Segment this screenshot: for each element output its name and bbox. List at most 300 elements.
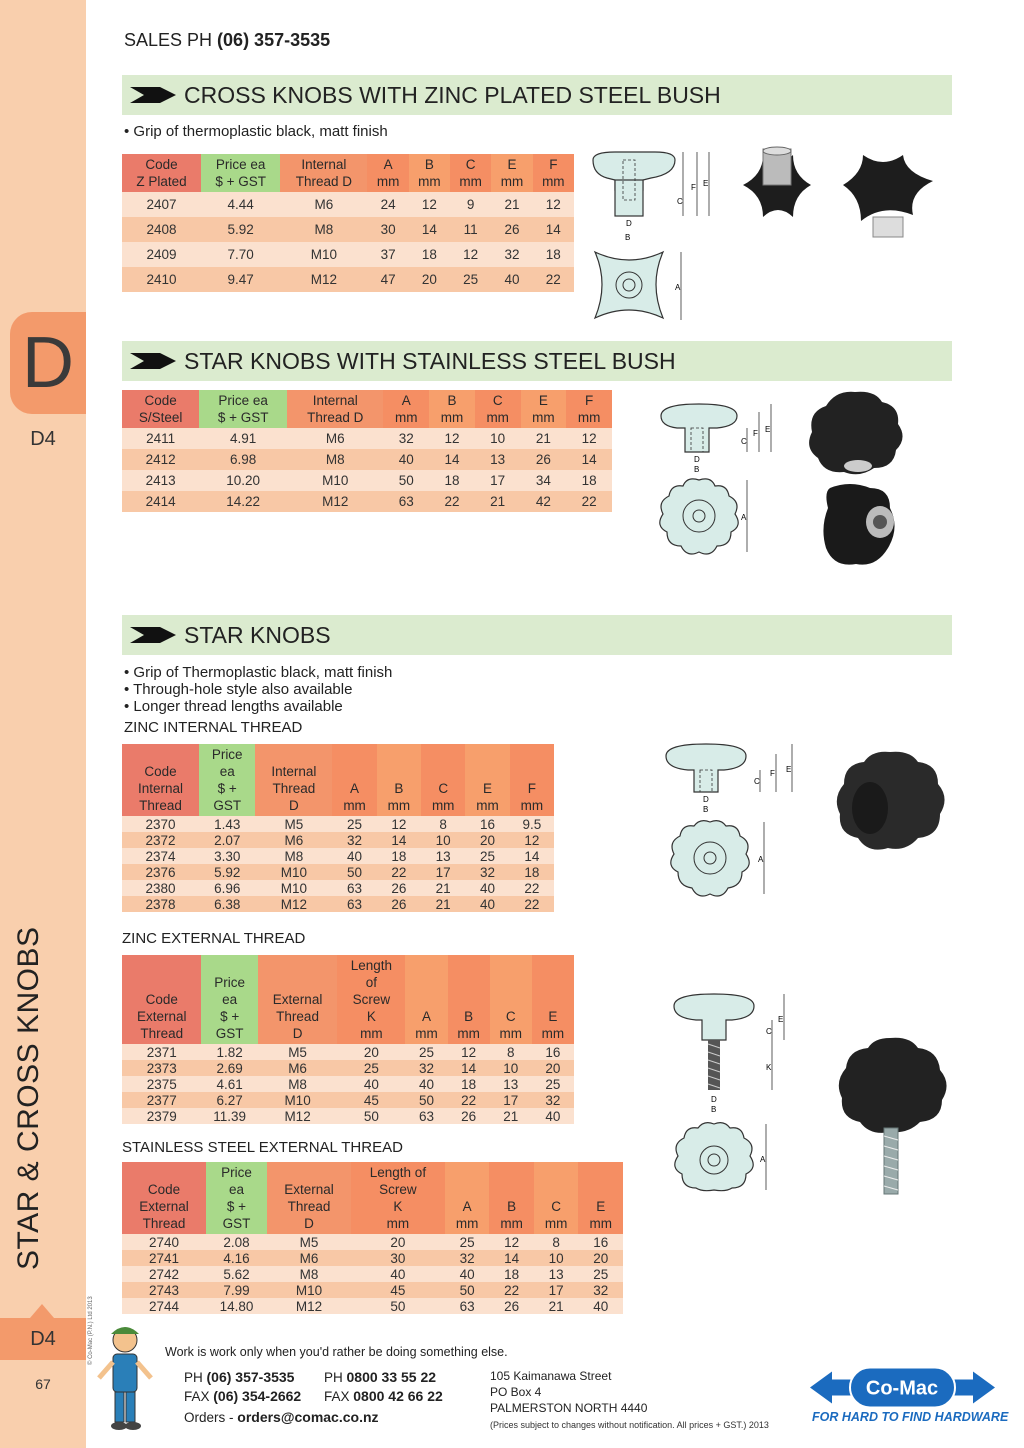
- dim-a: A: [675, 283, 681, 292]
- footer-phone-local: [184, 1368, 301, 1406]
- table-cell: 63: [405, 1108, 447, 1124]
- dim-a: A: [758, 855, 764, 864]
- table-cell: 22: [377, 864, 421, 880]
- sales-phone-line: [124, 30, 330, 51]
- table-cell: 45: [337, 1092, 405, 1108]
- table-cell: 50: [351, 1298, 445, 1314]
- column-header: F mm: [533, 154, 574, 192]
- zinc-external-table: [122, 955, 574, 1124]
- table-cell: 2740: [122, 1234, 206, 1250]
- sidebar-vertical-title: STAR & CROSS KNOBS: [12, 926, 45, 1270]
- table-cell: 16: [532, 1044, 574, 1060]
- table-cell: 22: [429, 491, 475, 512]
- table-cell: 12: [533, 192, 574, 217]
- star-internal-photo: [830, 748, 960, 858]
- table-cell: 50: [332, 864, 376, 880]
- table-cell: 14.22: [199, 491, 287, 512]
- footer-orders: [184, 1408, 379, 1427]
- table-cell: 20: [337, 1044, 405, 1060]
- table-cell: M5: [267, 1234, 351, 1250]
- column-header: Price ea $ + GST: [199, 390, 287, 428]
- table-cell: 5.62: [206, 1266, 267, 1282]
- table-cell: 25: [532, 1076, 574, 1092]
- table-cell: 30: [367, 217, 408, 242]
- section-bar-cross-knobs: [122, 75, 952, 115]
- column-header: F mm: [566, 390, 612, 428]
- address-line: 105 Kaimanawa Street: [490, 1369, 612, 1383]
- column-header: A mm: [367, 154, 408, 192]
- table-row: [122, 1076, 574, 1092]
- table-cell: M8: [280, 217, 367, 242]
- column-header: Code S/Steel: [122, 390, 199, 428]
- table-cell: 2.07: [199, 832, 255, 848]
- table-row: [122, 217, 574, 242]
- column-header: A mm: [383, 390, 429, 428]
- table-cell: 25: [332, 816, 376, 832]
- table-row: [122, 1108, 574, 1124]
- table-cell: 14: [448, 1060, 490, 1076]
- section-title: STAR KNOBS: [184, 621, 331, 648]
- table-cell: M10: [267, 1282, 351, 1298]
- footer-phone-freephone: [324, 1368, 443, 1406]
- table-cell: 34: [521, 470, 567, 491]
- table-cell: 25: [578, 1266, 623, 1282]
- sales-phone: (06) 357-3535: [217, 30, 331, 50]
- subhead-ss-external: STAINLESS STEEL EXTERNAL THREAD: [122, 1139, 403, 1156]
- section-bar-star-ss: [122, 341, 952, 381]
- table-cell: 12: [566, 428, 612, 449]
- column-header: B mm: [429, 390, 475, 428]
- star-ss-photo: [800, 388, 910, 578]
- table-cell: 6.96: [199, 880, 255, 896]
- copyright-notice: © Co-Mac (P.N.) Ltd 2013: [88, 1296, 94, 1365]
- footer-address: [490, 1368, 647, 1416]
- table-cell: 9: [450, 192, 491, 217]
- table-cell: 18: [377, 848, 421, 864]
- table-cell: 32: [332, 832, 376, 848]
- address-line: PO Box 4: [490, 1385, 542, 1399]
- table-cell: 50: [445, 1282, 490, 1298]
- subhead-zinc-internal: ZINC INTERNAL THREAD: [124, 719, 303, 736]
- column-header: Code Z Plated: [122, 154, 201, 192]
- table-cell: 8: [421, 816, 465, 832]
- table-cell: 14: [377, 832, 421, 848]
- table-cell: 12: [489, 1234, 534, 1250]
- column-header: E mm: [465, 744, 509, 816]
- table-cell: 47: [367, 267, 408, 292]
- section-bar-star-knobs: [122, 615, 952, 655]
- table-cell: M12: [258, 1108, 337, 1124]
- table-row: [122, 832, 554, 848]
- table-cell: 40: [532, 1108, 574, 1124]
- address-line: PALMERSTON NORTH 4440: [490, 1401, 648, 1415]
- footer-quote: Work is work only when you'd rather be doing something else.: [165, 1345, 508, 1359]
- dim-c: C: [754, 777, 760, 786]
- arrow-icon: [130, 351, 176, 371]
- table-cell: 5.92: [201, 217, 280, 242]
- fax-label: FAX: [184, 1389, 214, 1404]
- ph-number: (06) 357-3535: [206, 1369, 295, 1385]
- fax-number: (06) 354-2662: [213, 1388, 302, 1404]
- table-cell: 32: [383, 428, 429, 449]
- table-cell: 13: [475, 449, 521, 470]
- table-cell: 10.20: [199, 470, 287, 491]
- table-cell: 14: [489, 1250, 534, 1266]
- table-cell: 18: [409, 242, 450, 267]
- column-header: C mm: [490, 955, 532, 1044]
- table-cell: 8: [534, 1234, 579, 1250]
- table-cell: 17: [475, 470, 521, 491]
- table-cell: 12: [510, 832, 554, 848]
- table-cell: 10: [490, 1060, 532, 1076]
- table-cell: 2742: [122, 1266, 206, 1282]
- table-cell: 25: [337, 1060, 405, 1076]
- table-cell: M8: [267, 1266, 351, 1282]
- table-cell: 9.47: [201, 267, 280, 292]
- table-cell: 4.44: [201, 192, 280, 217]
- table-cell: 18: [566, 470, 612, 491]
- ph2-label: PH: [324, 1370, 347, 1385]
- table-row: [122, 1044, 574, 1060]
- table-cell: 13: [490, 1076, 532, 1092]
- table-row: [122, 1234, 623, 1250]
- column-header: Price ea $ + GST: [201, 955, 257, 1044]
- dim-d: D: [703, 795, 709, 804]
- dim-f: F: [753, 429, 758, 438]
- table-row: [122, 864, 554, 880]
- table-cell: 63: [383, 491, 429, 512]
- dim-f: F: [691, 183, 696, 192]
- page-code-top: D4: [30, 428, 56, 450]
- column-header: Code Internal Thread: [122, 744, 199, 816]
- column-header: Internal Thread D: [287, 390, 383, 428]
- dim-a: A: [741, 513, 747, 522]
- table-cell: M12: [267, 1298, 351, 1314]
- table-cell: 14.80: [206, 1298, 267, 1314]
- table-cell: 14: [533, 217, 574, 242]
- dim-b: B: [703, 805, 709, 814]
- star-internal-diagram: [660, 742, 800, 912]
- star-external-photo: [832, 1036, 962, 1201]
- table-cell: 20: [409, 267, 450, 292]
- table-cell: 2412: [122, 449, 199, 470]
- sales-label: SALES PH: [124, 30, 218, 50]
- zinc-internal-table: [122, 744, 554, 912]
- table-cell: 26: [448, 1108, 490, 1124]
- dim-a: A: [760, 1155, 766, 1164]
- table-cell: 2.08: [206, 1234, 267, 1250]
- table-cell: 1.43: [199, 816, 255, 832]
- dim-c: C: [766, 1027, 772, 1036]
- dim-e: E: [765, 425, 771, 434]
- table-cell: 8: [490, 1044, 532, 1060]
- table-row: [122, 1060, 574, 1076]
- table-cell: 2743: [122, 1282, 206, 1298]
- table-cell: 13: [421, 848, 465, 864]
- dim-e: E: [778, 1015, 784, 1024]
- table-cell: 63: [332, 880, 376, 896]
- table-cell: 2373: [122, 1060, 201, 1076]
- table-cell: 2411: [122, 428, 199, 449]
- column-header: C mm: [421, 744, 465, 816]
- section-letter-tab: [10, 312, 86, 414]
- table-cell: 2407: [122, 192, 201, 217]
- table-cell: 17: [534, 1282, 579, 1298]
- table-cell: 63: [332, 896, 376, 912]
- fax2-label: FAX: [324, 1389, 354, 1404]
- table-cell: 50: [383, 470, 429, 491]
- dim-d: D: [711, 1095, 717, 1104]
- bullet-list: [124, 664, 392, 715]
- section-letter: D: [22, 323, 74, 403]
- column-header: A mm: [405, 955, 447, 1044]
- column-header: B mm: [448, 955, 490, 1044]
- table-cell: 14: [409, 217, 450, 242]
- cross-knob-diagram: [585, 150, 720, 330]
- table-cell: 63: [445, 1298, 490, 1314]
- logo-text: Co-Mac: [865, 1377, 939, 1400]
- table-cell: 2414: [122, 491, 199, 512]
- column-header: E mm: [532, 955, 574, 1044]
- dim-f: F: [770, 769, 775, 778]
- dim-d: D: [626, 219, 632, 228]
- column-header: C mm: [450, 154, 491, 192]
- table-cell: 20: [351, 1234, 445, 1250]
- table-cell: 12: [377, 816, 421, 832]
- table-cell: 9.5: [510, 816, 554, 832]
- table-row: [122, 880, 554, 896]
- table-cell: 21: [521, 428, 567, 449]
- table-cell: 22: [448, 1092, 490, 1108]
- table-cell: 14: [510, 848, 554, 864]
- table-row: [122, 1250, 623, 1266]
- table-cell: M6: [287, 428, 383, 449]
- table-cell: 2741: [122, 1250, 206, 1266]
- table-cell: 26: [377, 880, 421, 896]
- column-header: B mm: [377, 744, 421, 816]
- table-cell: 50: [337, 1108, 405, 1124]
- table-cell: 26: [491, 217, 532, 242]
- table-cell: 2377: [122, 1092, 201, 1108]
- column-header: F mm: [510, 744, 554, 816]
- table-row: [122, 470, 612, 491]
- column-header: Code External Thread: [122, 955, 201, 1044]
- table-cell: 22: [510, 896, 554, 912]
- dim-b: B: [625, 233, 631, 242]
- table-cell: M8: [287, 449, 383, 470]
- star-ss-table: [122, 390, 612, 512]
- table-cell: 42: [521, 491, 567, 512]
- footer-disclaimer: (Prices subject to changes without notification. All prices + GST.) 2013: [490, 1420, 769, 1430]
- column-header: B mm: [489, 1162, 534, 1234]
- orders-email[interactable]: orders@comac.co.nz: [237, 1409, 379, 1425]
- table-cell: 20: [465, 832, 509, 848]
- table-cell: 12: [448, 1044, 490, 1060]
- column-header: E mm: [491, 154, 532, 192]
- table-row: [122, 267, 574, 292]
- table-cell: 3.30: [199, 848, 255, 864]
- table-cell: 6.38: [199, 896, 255, 912]
- table-row: [122, 1298, 623, 1314]
- dim-e: E: [786, 765, 792, 774]
- table-row: [122, 192, 574, 217]
- table-cell: 2410: [122, 267, 201, 292]
- table-cell: 10: [534, 1250, 579, 1266]
- arrow-icon: [130, 85, 176, 105]
- mascot-illustration: [95, 1322, 157, 1432]
- fax2-number: 0800 42 66 22: [353, 1388, 443, 1404]
- table-cell: 50: [405, 1092, 447, 1108]
- table-cell: M12: [280, 267, 367, 292]
- table-cell: M10: [255, 864, 332, 880]
- table-cell: 12: [450, 242, 491, 267]
- table-cell: 11: [450, 217, 491, 242]
- table-cell: 21: [475, 491, 521, 512]
- table-cell: 2408: [122, 217, 201, 242]
- bullet-text: • Grip of thermoplastic black, matt finish: [124, 123, 388, 140]
- table-cell: 1.82: [201, 1044, 257, 1060]
- column-header: B mm: [409, 154, 450, 192]
- table-cell: 2379: [122, 1108, 201, 1124]
- table-cell: 2375: [122, 1076, 201, 1092]
- table-cell: M5: [258, 1044, 337, 1060]
- column-header: C mm: [475, 390, 521, 428]
- table-row: [122, 1092, 574, 1108]
- table-cell: M8: [255, 848, 332, 864]
- table-cell: 32: [491, 242, 532, 267]
- table-cell: 16: [465, 816, 509, 832]
- table-cell: M12: [287, 491, 383, 512]
- table-cell: 12: [409, 192, 450, 217]
- table-cell: 32: [445, 1250, 490, 1266]
- table-cell: 12: [429, 428, 475, 449]
- table-cell: 25: [445, 1234, 490, 1250]
- table-cell: 21: [490, 1108, 532, 1124]
- dim-e: E: [703, 179, 709, 188]
- table-cell: 40: [465, 896, 509, 912]
- dim-d: D: [694, 455, 700, 464]
- table-cell: 26: [521, 449, 567, 470]
- table-cell: 10: [421, 832, 465, 848]
- table-row: [122, 1266, 623, 1282]
- page-code-bottom: D4: [30, 1328, 56, 1350]
- table-cell: 20: [578, 1250, 623, 1266]
- table-cell: 30: [351, 1250, 445, 1266]
- table-cell: 4.61: [201, 1076, 257, 1092]
- star-ss-diagram: [655, 402, 785, 562]
- table-cell: 10: [475, 428, 521, 449]
- table-cell: 11.39: [201, 1108, 257, 1124]
- column-header: Internal Thread D: [280, 154, 367, 192]
- table-cell: 2378: [122, 896, 199, 912]
- table-cell: 17: [421, 864, 465, 880]
- table-cell: 40: [405, 1076, 447, 1092]
- table-cell: 40: [445, 1266, 490, 1282]
- table-cell: 40: [491, 267, 532, 292]
- ss-external-table: [122, 1162, 623, 1314]
- table-cell: 40: [578, 1298, 623, 1314]
- table-cell: 18: [489, 1266, 534, 1282]
- table-cell: 7.70: [201, 242, 280, 267]
- page-number: 67: [35, 1376, 51, 1392]
- table-row: [122, 848, 554, 864]
- dim-c: C: [677, 197, 683, 206]
- table-cell: 2374: [122, 848, 199, 864]
- table-cell: 17: [490, 1092, 532, 1108]
- bullet-item: • Grip of Thermoplastic black, matt finish: [124, 664, 393, 681]
- table-cell: 4.91: [199, 428, 287, 449]
- table-cell: 20: [532, 1060, 574, 1076]
- table-cell: 2413: [122, 470, 199, 491]
- column-header: Price ea $ + GST: [199, 744, 255, 816]
- table-cell: 26: [377, 896, 421, 912]
- footer-tagline: FOR HARD TO FIND HARDWARE: [812, 1410, 1009, 1424]
- table-cell: M6: [258, 1060, 337, 1076]
- column-header: Length of Screw K mm: [351, 1162, 445, 1234]
- table-cell: 18: [510, 864, 554, 880]
- table-cell: 6.98: [199, 449, 287, 470]
- table-cell: 21: [491, 192, 532, 217]
- table-cell: 18: [533, 242, 574, 267]
- table-cell: 32: [405, 1060, 447, 1076]
- column-header: C mm: [534, 1162, 579, 1234]
- table-row: [122, 816, 554, 832]
- section-title: STAR KNOBS WITH STAINLESS STEEL BUSH: [184, 347, 676, 374]
- table-cell: 40: [332, 848, 376, 864]
- table-cell: M6: [255, 832, 332, 848]
- column-header: Length of Screw K mm: [337, 955, 405, 1044]
- table-cell: 7.99: [206, 1282, 267, 1298]
- table-cell: 21: [421, 880, 465, 896]
- column-header: E mm: [578, 1162, 623, 1234]
- table-cell: 18: [448, 1076, 490, 1092]
- table-cell: 14: [566, 449, 612, 470]
- table-cell: 37: [367, 242, 408, 267]
- table-cell: M5: [255, 816, 332, 832]
- table-cell: 40: [383, 449, 429, 470]
- table-cell: 22: [489, 1282, 534, 1298]
- table-cell: 32: [532, 1092, 574, 1108]
- table-row: [122, 449, 612, 470]
- table-cell: 2372: [122, 832, 199, 848]
- dim-k: K: [766, 1063, 772, 1072]
- column-header: Code External Thread: [122, 1162, 206, 1234]
- column-header: Price ea $ + GST: [201, 154, 280, 192]
- table-row: [122, 242, 574, 267]
- column-header: A mm: [445, 1162, 490, 1234]
- table-cell: 22: [566, 491, 612, 512]
- column-header: External Thread D: [258, 955, 337, 1044]
- column-header: E mm: [521, 390, 567, 428]
- cross-knob-photo: [733, 145, 943, 245]
- table-cell: M10: [258, 1092, 337, 1108]
- table-cell: 22: [533, 267, 574, 292]
- bullet-item: • Through-hole style also available: [124, 681, 353, 698]
- table-cell: 6.27: [201, 1092, 257, 1108]
- section-title: CROSS KNOBS WITH ZINC PLATED STEEL BUSH: [184, 81, 721, 108]
- arrow-icon: [130, 625, 176, 645]
- table-cell: 32: [465, 864, 509, 880]
- column-header: Internal Thread D: [255, 744, 332, 816]
- table-cell: M6: [267, 1250, 351, 1266]
- table-row: [122, 491, 612, 512]
- table-row: [122, 896, 554, 912]
- table-cell: 24: [367, 192, 408, 217]
- table-cell: 40: [351, 1266, 445, 1282]
- table-cell: M10: [280, 242, 367, 267]
- table-row: [122, 428, 612, 449]
- table-cell: 40: [337, 1076, 405, 1092]
